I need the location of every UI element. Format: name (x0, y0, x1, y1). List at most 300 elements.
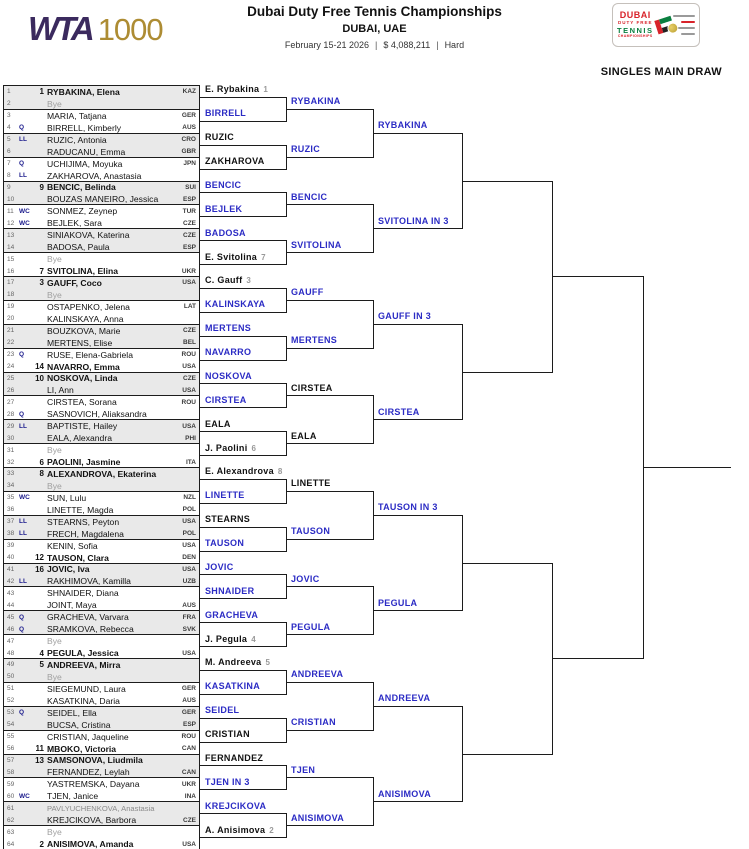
tournament-location: DUBAI, UAE (342, 23, 407, 35)
country-code: CZE (183, 374, 196, 382)
match-winner-label[interactable]: RUZIC (291, 144, 320, 155)
draw-slot (4, 826, 199, 838)
draw-slot (4, 444, 199, 456)
draw-slot (4, 587, 199, 599)
country-code: PHI (185, 434, 196, 442)
player-name: SVITOLINA, Elina (47, 266, 118, 277)
draw-slot (4, 635, 199, 647)
bracket-line (200, 407, 286, 408)
wta-wordmark: WTA (28, 10, 92, 47)
slot-number: 57 (7, 756, 15, 764)
winner-seed-number: 7 (261, 252, 266, 262)
bracket-line (286, 300, 373, 301)
winner-seed-number: 8 (277, 467, 283, 477)
entry-type-label: LL (19, 530, 27, 538)
country-code: CAN (181, 745, 196, 753)
match-box (3, 276, 200, 301)
match-box (3, 109, 200, 134)
slot-number: 6 (7, 148, 11, 156)
player-name: ALEXANDROVA, Ekaterina (47, 468, 157, 479)
bracket-connector (286, 670, 287, 695)
player-name: NAVARRO, Emma (47, 361, 120, 372)
match-box (3, 801, 200, 826)
bracket-line (200, 527, 286, 528)
bracket-line (462, 563, 552, 564)
match-winner-label[interactable]: ANDREEVA (291, 669, 344, 680)
match-box (3, 204, 200, 229)
draw-slot (4, 205, 199, 217)
country-code: POL (182, 506, 196, 514)
bracket-connector (286, 192, 287, 217)
bracket-line (200, 431, 286, 432)
match-winner-label[interactable]: NOSKOVA (205, 370, 252, 381)
match-winner-label[interactable]: RYBAKINA (291, 96, 341, 107)
draw-slot (4, 540, 199, 552)
bracket-line (200, 646, 286, 647)
bracket-line (200, 789, 286, 790)
seed-number: 16 (35, 564, 44, 574)
match-winner-label[interactable]: MERTENS (205, 323, 252, 334)
player-name: CRISTIAN, Jaqueline (47, 731, 129, 742)
match-box (3, 610, 200, 635)
country-code: CZE (183, 219, 196, 227)
draw-slot (4, 659, 199, 671)
seed-number: 4 (39, 648, 44, 658)
player-name: UCHIJIMA, Moyuka (47, 158, 123, 169)
bracket-connector (373, 682, 374, 731)
match-box (3, 754, 200, 779)
bracket-line (200, 264, 286, 265)
match-winner-label[interactable]: CIRSTEA (205, 394, 247, 405)
bracket-connector (373, 586, 374, 635)
draw-slot (4, 349, 199, 361)
match-winner-label[interactable]: ANISIMOVA (291, 812, 345, 823)
bye-label: Bye (47, 254, 62, 265)
slot-number: 54 (7, 721, 15, 729)
bracket-line (200, 145, 286, 146)
bracket-line (373, 419, 462, 420)
bracket-line (200, 360, 286, 361)
player-name: EALA, Alexandra (47, 433, 112, 444)
match-winner-label[interactable]: CIRSTEA (378, 406, 420, 417)
bracket-connector (373, 300, 374, 349)
slot-number: 40 (7, 554, 15, 562)
bracket-line (373, 324, 462, 325)
bracket-line (200, 97, 286, 98)
slot-number: 15 (7, 255, 15, 263)
bracket-line (200, 169, 286, 170)
seed-number: 12 (35, 553, 44, 563)
bracket-connector (552, 181, 553, 373)
player-name: SUN, Lulu (47, 492, 87, 503)
player-name: ANISIMOVA, Amanda (47, 839, 134, 849)
winner-seed-number: 3 (246, 276, 252, 286)
bracket-line (373, 228, 462, 229)
country-code: GER (181, 709, 196, 717)
slot-number: 34 (7, 482, 15, 490)
slot-number: 31 (7, 446, 15, 454)
entry-type-label: LL (19, 577, 27, 585)
bracket-connector (286, 813, 287, 838)
player-name: LINETTE, Magda (47, 504, 114, 515)
entry-type-label: WC (19, 494, 30, 502)
bye-label: Bye (47, 671, 62, 682)
bracket-line (200, 121, 286, 122)
match-winner-label[interactable]: BENCIC (291, 191, 328, 202)
bracket-connector (643, 276, 644, 659)
bracket-line (373, 515, 462, 516)
bracket-connector (462, 133, 463, 230)
bracket-line (552, 276, 643, 277)
slot-number: 42 (7, 577, 15, 585)
match-winner-label[interactable]: BENCIC (205, 179, 242, 190)
match-winner-label[interactable]: GAUFF (291, 287, 324, 298)
bracket-line (200, 598, 286, 599)
slot-number: 60 (7, 792, 15, 800)
slot-number: 22 (7, 339, 15, 347)
match-winner-label[interactable]: JOVIC (291, 573, 320, 584)
draw-slot (4, 396, 199, 408)
slot-number: 30 (7, 434, 15, 442)
slot-number: 35 (7, 494, 15, 502)
bracket-line (200, 742, 286, 743)
match-winner-label[interactable]: GRACHEVA (205, 609, 259, 620)
bracket-line (462, 181, 552, 182)
match-winner-label[interactable]: RYBAKINA (378, 120, 428, 131)
match-winner-label: EALA (205, 418, 231, 429)
draw-slot (4, 755, 199, 767)
player-name: CIRSTEA, Sorana (47, 397, 117, 408)
player-name: STEARNS, Peyton (47, 516, 120, 527)
slot-number: 13 (7, 231, 15, 239)
bracket-connector (286, 145, 287, 170)
ddf-tournament-logo (612, 3, 700, 47)
match-winner-label: E. Svitolina 7 (205, 251, 266, 262)
country-code: UKR (181, 780, 196, 788)
entry-type-label: Q (19, 351, 25, 359)
draw-slot (4, 564, 199, 576)
player-name: BOUZAS MANEIRO, Jessica (47, 194, 159, 205)
ddf-line-dubai: DUBAI (619, 10, 651, 21)
slot-number: 58 (7, 768, 15, 776)
match-winner-label[interactable]: LINETTE (205, 490, 245, 501)
match-winner-label: J. Pegula 4 (205, 633, 256, 644)
match-winner-label: C. Gauff 3 (205, 275, 252, 286)
draw-slot (4, 86, 199, 98)
match-winner-label[interactable]: SHNAIDER (205, 585, 255, 596)
match-winner-label[interactable]: TAUSON IN 3 (378, 502, 438, 513)
bracket-connector (286, 336, 287, 361)
slot-number: 33 (7, 470, 15, 478)
player-name: ZAKHAROVA, Anastasia (47, 170, 142, 181)
slot-number: 29 (7, 422, 15, 430)
player-name: ANDREEVA, Mirra (47, 659, 121, 670)
player-name: PAOLINI, Jasmine (47, 457, 121, 468)
slot-number: 64 (7, 840, 15, 848)
slot-number: 8 (7, 172, 11, 180)
match-box (3, 348, 200, 373)
slot-number: 10 (7, 195, 15, 203)
country-code: LAT (183, 303, 196, 311)
bracket-line (286, 730, 373, 731)
player-name: SRAMKOVA, Rebecca (47, 624, 134, 635)
bye-label: Bye (47, 98, 62, 109)
bracket-line (286, 348, 373, 349)
slot-number: 44 (7, 601, 15, 609)
match-box (3, 539, 200, 564)
bracket-line (286, 395, 373, 396)
match-box (3, 324, 200, 349)
bracket-line (200, 670, 286, 671)
match-winner-label: FERNANDEZ (205, 752, 264, 763)
match-winner-label[interactable]: SVITOLINA IN 3 (378, 215, 449, 226)
country-code: JPN (183, 160, 196, 168)
match-winner-label[interactable]: KREJCIKOVA (205, 800, 267, 811)
player-name: FERNANDEZ, Leylah (47, 767, 130, 778)
draw-slot (4, 110, 199, 122)
bracket-line (200, 574, 286, 575)
match-winner-label[interactable]: TJEN IN 3 (205, 776, 250, 787)
winner-seed-number: 6 (251, 443, 257, 453)
match-box (3, 395, 200, 420)
bracket-line (200, 312, 286, 313)
bracket-line (286, 252, 373, 253)
country-code: ESP (182, 243, 196, 251)
bracket-line (200, 192, 286, 193)
bracket-connector (286, 574, 287, 599)
player-name: SINIAKOVA, Katerina (47, 230, 130, 241)
winner-seed-number: 1 (263, 85, 269, 95)
seed-number: 14 (35, 362, 44, 372)
tournament-prize: $ 4,088,211 (383, 40, 431, 50)
bye-label: Bye (47, 480, 62, 491)
match-winner-label[interactable]: TAUSON (205, 538, 245, 549)
draw-slot (4, 683, 199, 695)
draw-slot (4, 373, 199, 385)
player-name: BAPTISTE, Hailey (47, 421, 118, 432)
match-winner-label: J. Paolini 6 (205, 442, 257, 453)
player-name: GAUFF, Coco (47, 277, 102, 288)
match-winner-label: A. Anisimova 2 (205, 824, 275, 835)
bracket-line (200, 455, 286, 456)
bracket-connector (552, 563, 553, 755)
slot-number: 21 (7, 327, 15, 335)
player-name: SHNAIDER, Diana (47, 588, 119, 599)
entry-type-label: Q (19, 160, 25, 168)
bracket-connector (462, 324, 463, 421)
slot-number: 45 (7, 613, 15, 621)
country-code: CAN (181, 768, 196, 776)
bracket-line (200, 718, 286, 719)
bracket-line (200, 479, 286, 480)
bracket-line (286, 157, 373, 158)
player-name: BIRRELL, Kimberly (47, 122, 122, 133)
country-code: CZE (183, 816, 196, 824)
match-winner-label: STEARNS (205, 514, 251, 525)
bracket-line (286, 634, 373, 635)
match-winner-label[interactable]: GAUFF IN 3 (378, 311, 432, 322)
match-winner-label[interactable]: KALINSKAYA (205, 299, 266, 310)
entry-type-label: Q (19, 709, 25, 717)
bracket-line (286, 491, 373, 492)
match-winner-label[interactable]: ANISIMOVA (378, 788, 432, 799)
player-name: LI, Ann (47, 385, 74, 396)
slot-number: 51 (7, 685, 15, 693)
bracket-line (200, 551, 286, 552)
match-box (3, 682, 200, 707)
seed-number: 5 (39, 660, 44, 670)
match-winner-label[interactable]: KASATKINA (205, 681, 261, 692)
draw-slot (4, 492, 199, 504)
match-winner-label[interactable]: TJEN (291, 764, 316, 775)
player-name: BADOSA, Paula (47, 242, 110, 253)
match-winner-label: E. Alexandrova 8 (205, 466, 283, 477)
draw-slot (4, 158, 199, 170)
country-code: USA (182, 279, 196, 287)
tournament-surface: Hard (444, 40, 465, 50)
bye-label: Bye (47, 445, 62, 456)
slot-number: 20 (7, 315, 15, 323)
bracket-connector (286, 97, 287, 122)
bracket-line (200, 216, 286, 217)
country-code: AUS (182, 697, 196, 705)
ddf-line-championships: CHAMPIONSHIPS (617, 34, 653, 39)
uae-flag-icon (654, 16, 675, 35)
country-code: USA (182, 840, 196, 848)
country-code: ESP (182, 195, 196, 203)
draw-slot (4, 182, 199, 194)
winner-seed-number: 4 (251, 634, 256, 644)
country-code: DEN (182, 554, 196, 562)
draw-slot (4, 277, 199, 289)
separator: | (374, 40, 378, 50)
slot-number: 28 (7, 410, 15, 418)
draw-slot (4, 325, 199, 337)
slot-number: 17 (7, 279, 15, 287)
match-winner-label[interactable]: BEJLEK (205, 203, 243, 214)
match-winner-label[interactable]: CRISTIAN (291, 717, 336, 728)
player-name: PEGULA, Jessica (47, 648, 119, 659)
bracket-line (373, 133, 462, 134)
country-code: ROU (181, 398, 196, 406)
slot-number: 26 (7, 386, 15, 394)
bracket-line (286, 682, 373, 683)
match-winner-label[interactable]: NAVARRO (205, 347, 252, 358)
entry-type-label: WC (19, 792, 30, 800)
draw-slot (4, 468, 199, 480)
country-code: USA (182, 565, 196, 573)
draw-slot (4, 802, 199, 814)
player-name: FRECH, Magdalena (47, 528, 124, 539)
slot-number: 46 (7, 625, 15, 633)
bracket-line (200, 503, 286, 504)
bracket-connector (373, 491, 374, 540)
player-name: OSTAPENKO, Jelena (47, 301, 130, 312)
slot-number: 5 (7, 136, 11, 144)
slot-number: 38 (7, 530, 15, 538)
slot-number: 12 (7, 219, 15, 227)
country-code: USA (182, 542, 196, 550)
match-box (3, 563, 200, 588)
match-box (3, 372, 200, 397)
match-winner-label[interactable]: TAUSON (291, 526, 331, 537)
bracket-connector (286, 383, 287, 408)
seed-number: 6 (39, 457, 44, 467)
slot-number: 62 (7, 816, 15, 824)
section-title: SINGLES MAIN DRAW (600, 66, 722, 78)
match-winner-label[interactable]: JOVIC (205, 561, 234, 572)
match-winner-label[interactable]: SEIDEL (205, 705, 240, 716)
match-winner-label[interactable]: MERTENS (291, 335, 338, 346)
seed-number: 1 (39, 87, 44, 97)
slot-number: 53 (7, 709, 15, 717)
match-winner-label[interactable]: PEGULA (378, 597, 418, 608)
match-winner-label: CIRSTEA (291, 382, 333, 393)
draw-slot (4, 253, 199, 265)
match-winner-label[interactable]: ANDREEVA (378, 693, 431, 704)
match-winner-label[interactable]: SVITOLINA (291, 239, 342, 250)
country-code: USA (182, 386, 196, 394)
match-box (3, 228, 200, 253)
slot-number: 49 (7, 661, 15, 669)
country-code: AUS (182, 124, 196, 132)
country-code: POL (182, 530, 196, 538)
winner-seed-number: 5 (265, 658, 271, 668)
slot-number: 24 (7, 363, 15, 371)
slot-number: 7 (7, 160, 11, 168)
country-code: ROU (181, 733, 196, 741)
entry-type-label: LL (19, 136, 27, 144)
bracket-line (286, 586, 373, 587)
country-code: USA (182, 518, 196, 526)
match-winner-label[interactable]: BADOSA (205, 227, 246, 238)
country-code: NZL (183, 494, 196, 502)
slot-number: 59 (7, 780, 15, 788)
player-name: SONMEZ, Zeynep (47, 206, 118, 217)
bracket-connector (286, 479, 287, 504)
match-box (3, 85, 200, 110)
match-winner-label[interactable]: PEGULA (291, 621, 331, 632)
country-code: ESP (182, 721, 196, 729)
draw-slot (4, 707, 199, 719)
bracket-line (643, 467, 731, 468)
ddf-logo-text (617, 11, 654, 39)
slot-number: 32 (7, 458, 15, 466)
slot-number: 27 (7, 398, 15, 406)
entry-type-label: LL (19, 422, 27, 430)
slot-number: 11 (7, 207, 14, 215)
draw-slot (4, 420, 199, 432)
tournament-dates: February 15-21 2026 (284, 40, 369, 50)
country-code: BEL (183, 339, 196, 347)
match-winner-label[interactable]: BIRRELL (205, 108, 247, 119)
player-name: KREJCIKOVA, Barbora (47, 815, 137, 826)
match-box (3, 300, 200, 325)
country-code: USA (182, 649, 196, 657)
country-code: KAZ (182, 88, 196, 96)
slot-number: 18 (7, 291, 15, 299)
bracket-line (373, 801, 462, 802)
draw-slot (4, 731, 199, 743)
match-box (3, 467, 200, 492)
tournament-title: Dubai Duty Free Tennis Championships (247, 4, 502, 19)
country-code: UKR (181, 267, 196, 275)
bracket-line (286, 539, 373, 540)
match-box (3, 706, 200, 731)
match-box (3, 730, 200, 755)
country-code: USA (182, 422, 196, 430)
player-name: MERTENS, Elise (47, 337, 113, 348)
